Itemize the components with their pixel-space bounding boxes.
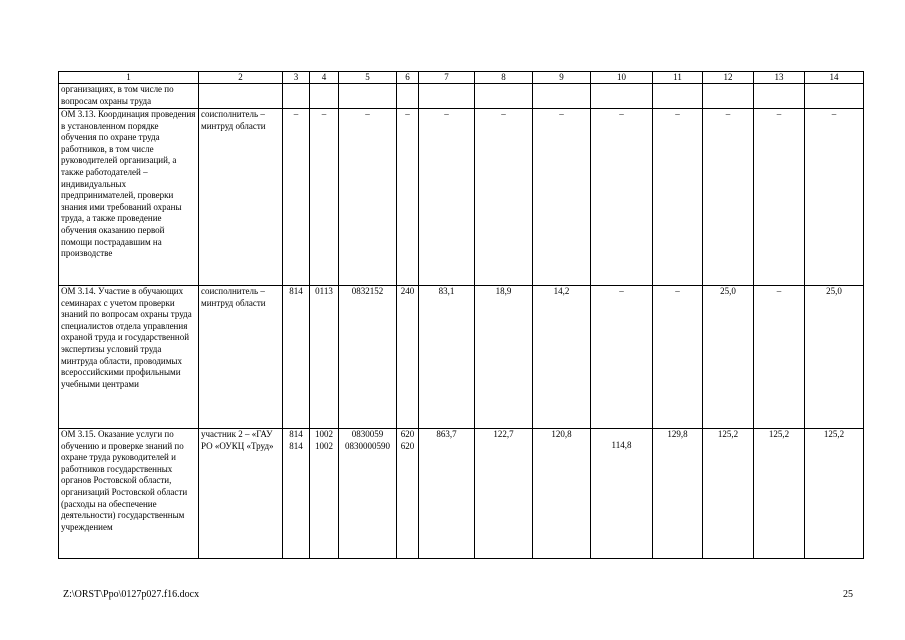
executor-cell: соисполнитель – минтруд области [199, 286, 283, 429]
value-cell [283, 429, 310, 559]
header-cell: 11 [653, 72, 703, 84]
header-cell: 6 [397, 72, 419, 84]
value-line: 814 [289, 429, 303, 439]
measure-name-cell: организациях, в том числе по вопросам охраны труда [59, 84, 199, 109]
value-cell: 863,7 [419, 429, 475, 559]
header-cell: 5 [339, 72, 397, 84]
value-cell: – [339, 109, 397, 286]
value-cell: 125,2 [703, 429, 754, 559]
value-cell: 25,0 [805, 286, 864, 429]
table-row-om-3-13 [59, 109, 864, 286]
value-cell: – [754, 286, 805, 429]
header-cell: 14 [805, 72, 864, 84]
empty-cell [199, 84, 283, 109]
value-cell: 122,7 [475, 429, 533, 559]
measure-name-cell: ОМ 3.14. Участие в обучающих семинарах с учетом проверки знаний по вопросам охраны труда специалистов отдела управления охраной труда и государственной экспертизы условий труда минтруда области, проводимых всероссийскими профильными учебными центрами [59, 286, 199, 429]
empty-cell [754, 84, 805, 109]
table-row-om-3-15 [59, 429, 864, 559]
header-cell: 13 [754, 72, 805, 84]
value-cell: 125,2 [805, 429, 864, 559]
table-row-continuation [59, 84, 864, 109]
value-cell [310, 429, 339, 559]
header-cell: 7 [419, 72, 475, 84]
measure-name-cell: ОМ 3.15. Оказание услуги по обучению и проверке знаний по охране труда руководителей и работников государственных органов Ростовской области, организаций Ростовской области (расходы на обеспечение деятельности) государственным учреждением [59, 429, 199, 559]
value-cell: – [653, 109, 703, 286]
value-line: 814 [289, 440, 303, 451]
value-cell: – [419, 109, 475, 286]
empty-cell [805, 84, 864, 109]
value-line: 1002 [315, 429, 333, 439]
value-line: 1002 [315, 440, 333, 451]
value-line: 114,8 [611, 440, 632, 450]
value-cell: 0832152 [339, 286, 397, 429]
empty-cell [310, 84, 339, 109]
value-cell [397, 429, 419, 559]
value-cell: – [533, 109, 591, 286]
value-cell: 240 [397, 286, 419, 429]
empty-cell [653, 84, 703, 109]
value-cell [591, 429, 653, 559]
header-cell: 8 [475, 72, 533, 84]
header-cell: 1 [59, 72, 199, 84]
document-path: Z:\ORST\Ppo\0127p027.f16.docx [63, 589, 200, 600]
executor-cell: соисполнитель – минтруд области [199, 109, 283, 286]
value-cell: 83,1 [419, 286, 475, 429]
header-cell: 9 [533, 72, 591, 84]
program-table [58, 71, 864, 559]
value-cell: 25,0 [703, 286, 754, 429]
value-cell: – [475, 109, 533, 286]
value-cell: – [805, 109, 864, 286]
value-cell: – [703, 109, 754, 286]
value-cell: 18,9 [475, 286, 533, 429]
value-cell: 129,8 [653, 429, 703, 559]
value-cell: – [283, 109, 310, 286]
value-line: 0830059 [351, 429, 384, 439]
value-cell: – [397, 109, 419, 286]
empty-cell [283, 84, 310, 109]
value-cell: 120,8 [533, 429, 591, 559]
header-cell: 12 [703, 72, 754, 84]
measure-name-cell: ОМ 3.13. Координация проведения в установленном порядке обучения по охране труда работников, в том числе руководителей организаций, а также работодателей – индивидуальных предпринимателей, проверки знания ими требований охраны труда, а также проведение обучения оказанию первой помощи пострадавшим на производстве [59, 109, 199, 286]
value-cell: – [754, 109, 805, 286]
value-line: 0830000590 [345, 440, 390, 451]
page-number: 25 [843, 589, 853, 600]
value-cell [339, 429, 397, 559]
empty-cell [533, 84, 591, 109]
value-line: 620 [400, 440, 415, 451]
header-cell: 4 [310, 72, 339, 84]
value-cell: 814 [283, 286, 310, 429]
value-cell: 125,2 [754, 429, 805, 559]
empty-cell [703, 84, 754, 109]
value-cell: 14,2 [533, 286, 591, 429]
header-row [59, 72, 864, 84]
value-cell: 0113 [310, 286, 339, 429]
value-cell: – [653, 286, 703, 429]
executor-cell: участник 2 – «ГАУ РО «ОУКЦ «Труд» [199, 429, 283, 559]
empty-cell [419, 84, 475, 109]
table-row-om-3-14 [59, 286, 864, 429]
value-cell: – [310, 109, 339, 286]
empty-cell [475, 84, 533, 109]
value-cell: – [591, 109, 653, 286]
header-cell: 10 [591, 72, 653, 84]
value-line: 620 [400, 429, 415, 439]
header-cell: 3 [283, 72, 310, 84]
value-cell: – [591, 286, 653, 429]
empty-cell [397, 84, 419, 109]
empty-cell [339, 84, 397, 109]
empty-cell [591, 84, 653, 109]
header-cell: 2 [199, 72, 283, 84]
